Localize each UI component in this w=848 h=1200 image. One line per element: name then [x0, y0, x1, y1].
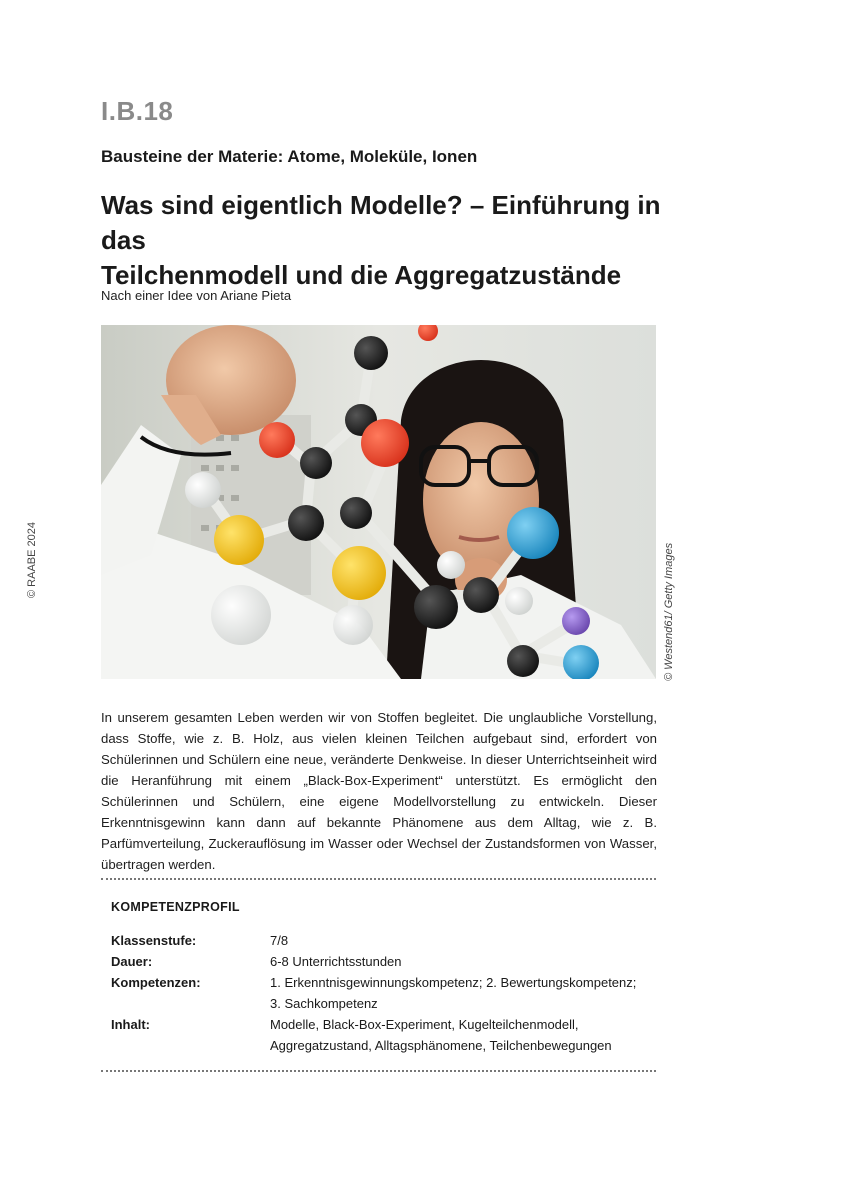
profile-value: Modelle, Black-Box-Experiment, Kugelteilchenmodell, Aggregatzustand, Alltagsphänomene, Teilchenbewegungen	[270, 1017, 612, 1053]
profile-value: 7/8	[270, 933, 289, 948]
series-subtitle: Bausteine der Materie: Atome, Moleküle, Ionen	[101, 147, 478, 166]
title-line-1: Was sind eigentlich Modelle? – Einführung in das	[101, 190, 661, 255]
competence-profile	[101, 878, 656, 1072]
page-title	[101, 188, 701, 293]
profile-label: Inhalt:	[111, 1017, 150, 1032]
profile-label: Kompetenzen:	[111, 975, 201, 990]
profile-heading: KOMPETENZPROFIL	[111, 900, 240, 914]
profile-row-competences	[111, 972, 646, 1014]
title-line-2: Teilchenmodell und die Aggregatzustände	[101, 260, 622, 290]
intro-paragraph: In unserem gesamten Leben werden wir von Stoffen begleitet. Die unglaubliche Vorstellung, dass Stoffe, wie z. B. Holz, aus vielen kleinen Teilchen aufgebaut sind, erfordert von Schülerinnen und Schülern eine neue, veränderte Denkweise. In dieser Unterrichtseinheit wird die Heranführung mit einem „Black-Box-Experiment“ unterstützt. Es ermöglicht den Schülerinnen und Schülern, eine eigene Modellvorstellung zu entwickeln. Dieser Erkenntnisgewinn kann dann auf bekannte Phänomene aus dem Alltag, wie z. B. Parfümverteilung, Zuckerauflösung im Wasser oder Wechsel der Zustandsformen von Wasser, übertragen werden.	[101, 710, 657, 872]
author-line: Nach einer Idee von Ariane Pieta	[101, 288, 292, 303]
copyright-note: © RAABE 2024	[26, 522, 38, 598]
profile-table	[111, 930, 646, 1056]
photo-credit: © Westend61/ Getty Images	[663, 542, 675, 681]
unit-code: I.B.18	[101, 96, 174, 126]
cover-photo	[101, 325, 656, 679]
profile-value: 1. Erkenntnisgewinnungskompetenz; 2. Bewertungskompetenz; 3. Sachkompetenz	[270, 975, 637, 1011]
profile-label: Klassenstufe:	[111, 933, 197, 948]
profile-row-content	[111, 1014, 646, 1056]
profile-row-grade	[111, 930, 646, 951]
profile-label: Dauer:	[111, 954, 153, 969]
profile-row-duration	[111, 951, 646, 972]
profile-value: 6-8 Unterrichtsstunden	[270, 954, 402, 969]
